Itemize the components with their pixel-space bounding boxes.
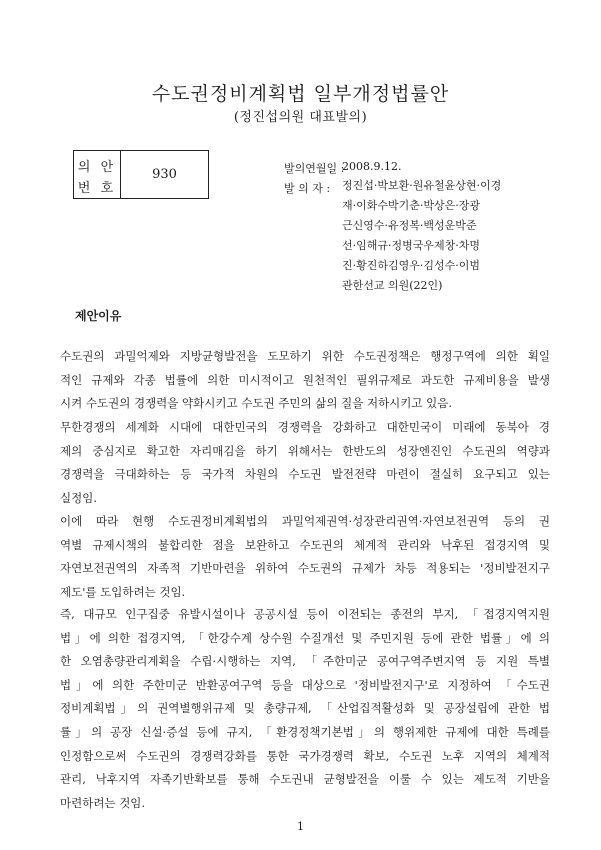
paragraph-line: 자연보전권역의 자족적 기반마련을 위하여 수도권의 규제가 차등 적용되는 '정비발전지구 <box>60 561 550 576</box>
paragraph-line: 즉, 대규모 인구집중 유발시설이나 공공시설 등이 이전되는 종전의 부지, 「접경지역지원 <box>60 607 550 621</box>
paragraph <box>60 510 550 604</box>
paragraph-line: 실정임. <box>60 490 97 505</box>
proposers-line: 관한선교 의원(22인) <box>342 279 443 292</box>
paragraph-line: 역별 규제시책의 불합리한 점을 보완하고 수도권의 체계적 관리와 낙후된 접경지역 및 <box>60 537 550 552</box>
proposers-line: 재·이화수박기춘·박상은·장광 <box>342 199 481 212</box>
paragraph-line: 관리, 낙후지역 자족기반확보를 통해 수도권내 균형발전을 이룰 수 있는 제도적 기반을 <box>60 772 550 787</box>
paragraph-line: 률」의 공장 신설·증설 등에 규지, 「환경정책기본법」의 행위제한 규제에 대한 특례를 <box>60 724 550 739</box>
proposal-date: 2008.9.12. <box>342 160 402 173</box>
paragraph-line: 무한경쟁의 세계화 시대에 대한민국의 경쟁력을 강화하고 대한민국이 미래에 동북아 경 <box>60 420 550 434</box>
bill-number-labels <box>74 151 121 198</box>
paragraph-line: 경쟁력을 극대화하는 등 국가적 차원의 수도권 발전전략 마련이 절실히 요구되고 있는 <box>60 467 550 482</box>
bill-number-box <box>73 150 209 199</box>
page-number: 1 <box>297 820 304 833</box>
paragraph <box>60 345 550 416</box>
proposers-list <box>342 176 501 296</box>
proposal-date-label: 발의연월일 : <box>284 162 345 175</box>
paragraph-line: 정비계획법」의 권역별행위규제 및 총량규제, 「산업집적활성화 및 공장설립에 관한 법 <box>60 701 550 716</box>
document-subtitle: (정진섭의원 대표발의) <box>233 110 368 125</box>
bill-label-line2: 번 호 <box>77 181 117 196</box>
paragraph-line: 제도'를 도입하려는 것임. <box>60 584 186 599</box>
proposers-label: 발 의 자 : <box>284 182 331 195</box>
section-heading: 제안이유 <box>75 309 122 323</box>
paragraph-line: 제의 중심지로 확고한 자리매김을 하기 위해서는 한반도의 성장엔진인 수도권의 역량과 <box>60 443 550 458</box>
bill-label-line1: 의 안 <box>77 160 117 175</box>
paragraph-line: 시켜 수도권의 경쟁력을 약화시키고 수도권 주민의 삶의 질을 저하시키고 있음. <box>60 396 453 411</box>
document-title: 수도권정비계획법 일부개정법률안 <box>151 83 450 105</box>
paragraph-line: 인정함으로써 수도권의 경쟁력강화를 통한 국가경쟁력 확보, 수도권 노후 지역의 체계적 <box>60 748 550 763</box>
paragraph-line: 법」에 의한 접경지역, 「한강수계 상수원 수질개선 및 주민지원 등에 관한 법률」에 의 <box>60 630 550 645</box>
paragraph-line: 마련하려는 것임. <box>60 795 146 810</box>
proposers-line: 진·황진하김영우·김성수·이범 <box>342 259 481 272</box>
paragraph-line: 적인 규제와 각종 법률에 의한 미시적이고 원천적인 필위규제로 과도한 규제비용을 발생 <box>60 372 550 387</box>
proposers-line: 선·임해규·정병국우제창·차명 <box>342 239 481 252</box>
paragraph <box>60 416 550 510</box>
paragraph-line: 수도권의 과밀억제와 지방균형발전을 도모하기 위한 수도권정책은 행정구역에 의한 획일 <box>60 349 550 363</box>
bill-number: 930 <box>152 167 177 182</box>
paragraph-line: 한 오염총량관리계획을 수립·시행하는 지역, 「주한미군 공여구역주변지역 등 지원 특별 <box>60 654 550 669</box>
proposers-line: 근신영수·유정복·백성운박준 <box>342 219 477 232</box>
paragraph-line: 이에 따라 현행 수도권정비계획법의 과밀억제권역·성장관리권역·자연보전권역 등의 권 <box>60 514 550 528</box>
proposers-line: 정진섭·박보환·원유철윤상현·이경 <box>342 179 502 192</box>
paragraph-line: 법」에 의한 주한미군 반환공여구역 등을 대상으로 '정비발전지구'로 지정하여 「수도권 <box>60 677 550 692</box>
paragraph <box>60 603 550 815</box>
